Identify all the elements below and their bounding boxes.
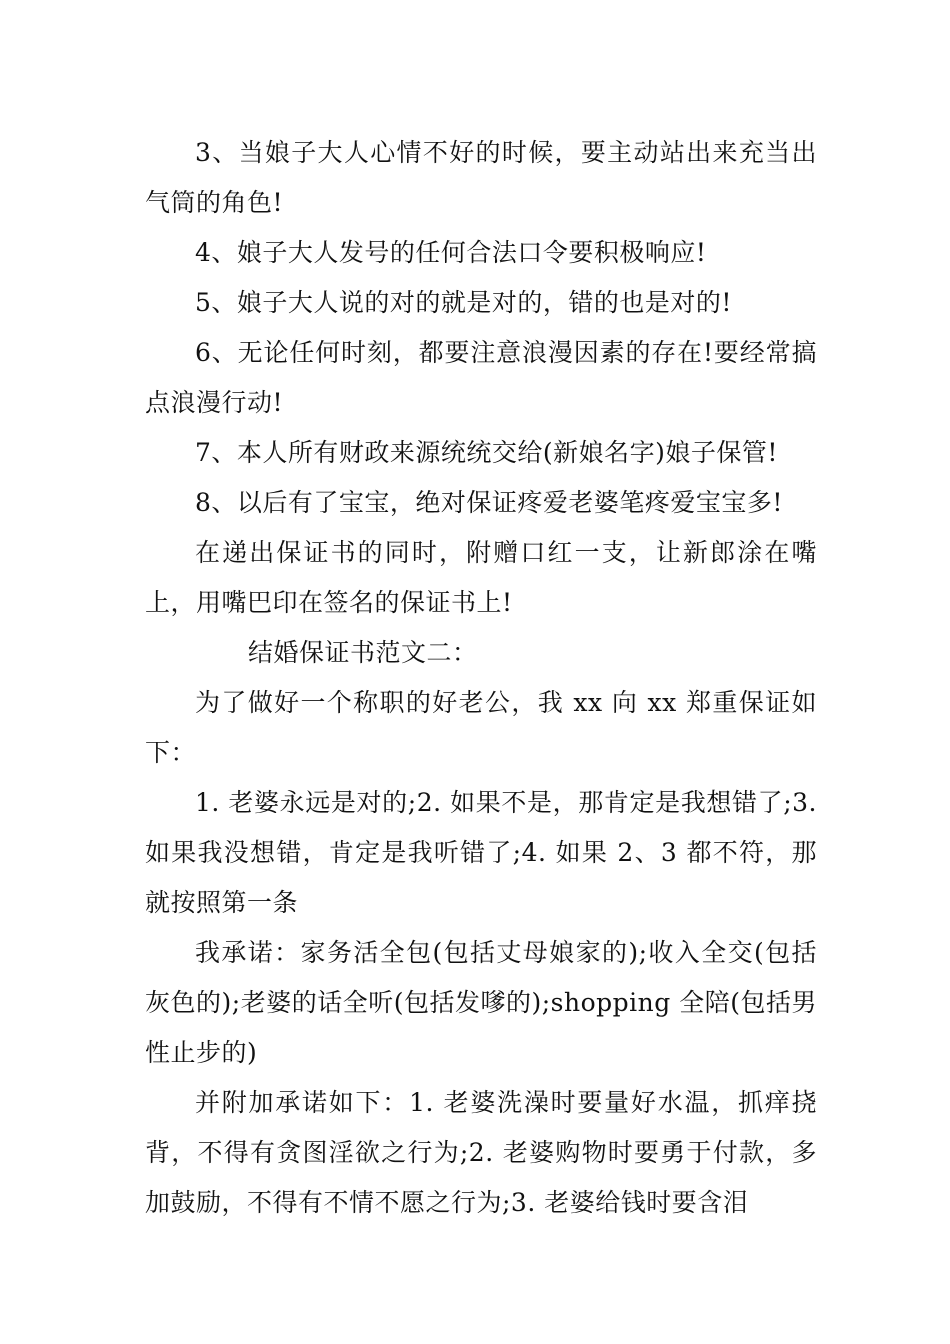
paragraph-rule-4: 4、娘子大人发号的任何合法口令要积极响应! [195, 238, 707, 267]
paragraph-rule-7: 7、本人所有财政来源统统交给(新娘名字)娘子保管! [195, 438, 778, 467]
paragraph-intro: 为了做好一个称职的好老公，我 xx 向 xx 郑重保证如下： [145, 688, 817, 767]
document-body [145, 128, 817, 1228]
paragraph-rule-6: 6、无论任何时刻，都要注意浪漫因素的存在!要经常搞点浪漫行动! [145, 338, 817, 417]
paragraph-wife-rules: 1. 老婆永远是对的;2. 如果不是，那肯定是我想错了;3. 如果我没想错，肯定是我听错了;4. 如果 2、3 都不符，那就按照第一条 [145, 788, 817, 917]
paragraph-rule-3: 3、当娘子大人心情不好的时候，要主动站出来充当出气筒的角色! [145, 138, 817, 217]
section-heading: 结婚保证书范文二： [248, 638, 478, 667]
paragraph-rule-5: 5、娘子大人说的对的就是对的，错的也是对的! [195, 288, 732, 317]
paragraph-additional-promise: 并附加承诺如下：1. 老婆洗澡时要量好水温，抓痒挠背，不得有贪图淫欲之行为;2. 老婆购物时要勇于付款，多加鼓励，不得有不情不愿之行为;3. 老婆给钱时要含泪 [145, 1088, 817, 1217]
paragraph-rule-8: 8、以后有了宝宝，绝对保证疼爱老婆笔疼爱宝宝多! [195, 488, 783, 517]
paragraph-lipstick-note: 在递出保证书的同时，附赠口红一支，让新郎涂在嘴上，用嘴巴印在签名的保证书上! [145, 538, 817, 617]
paragraph-promise: 我承诺：家务活全包(包括丈母娘家的);收入全交(包括灰色的);老婆的话全听(包括发嗲的);shopping 全陪(包括男性止步的) [145, 938, 817, 1067]
